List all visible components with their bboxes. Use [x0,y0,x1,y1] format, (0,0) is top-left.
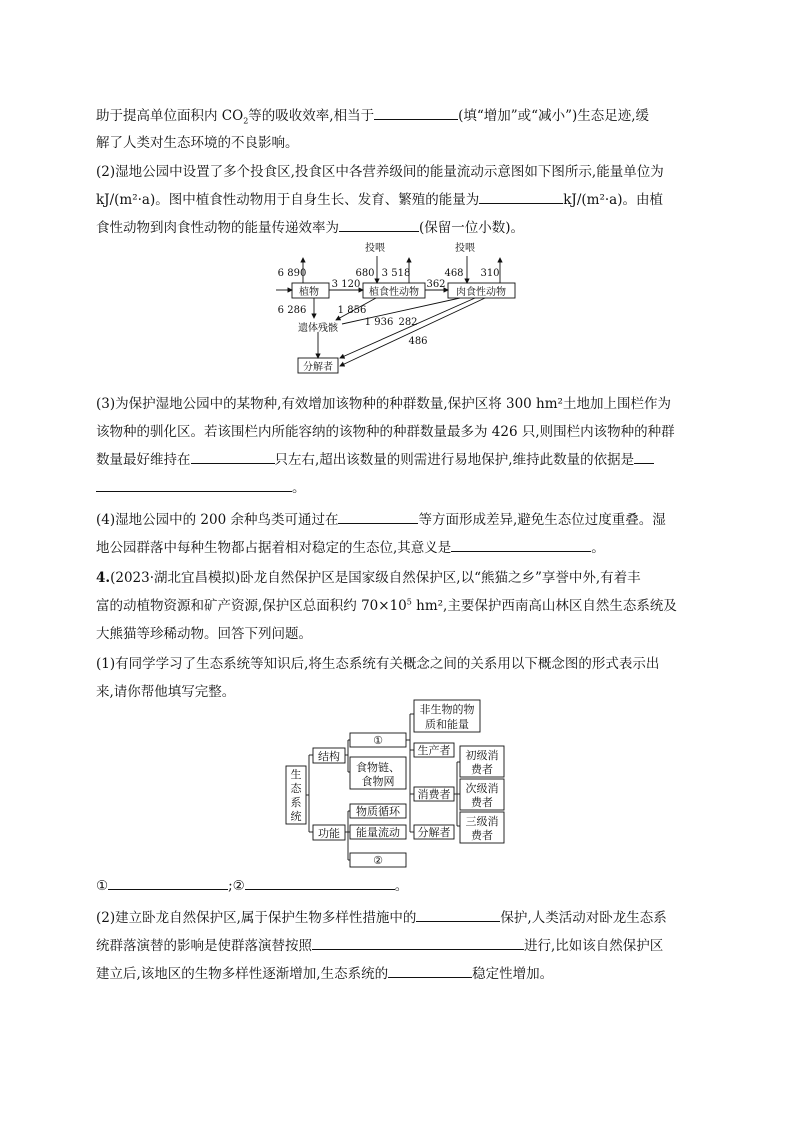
question-2-line: (2)湿地公园中设置了多个投食区,投食区中各营养级间的能量流动示意图如下图所示,能量单位为 [96,164,664,180]
answer-blank[interactable] [338,509,418,524]
node-primary: 费者 [471,763,493,776]
text: 统群落演替的影响是使群落演替按照 [96,938,312,954]
node-structure: 结构 [318,750,340,763]
text: (填“增加”或“减小”)生态足迹,缓 [458,108,650,124]
question-3-line: 该物种的驯化区。若该围栏内所能容纳的该物种的种群数量最多为 426 只,则围栏内该物种的种群 [96,424,675,440]
root-char: 系 [290,796,302,809]
node-secondary: 费者 [471,796,493,809]
text-line: 解了人类对生态环境的不良影响。 [96,135,299,151]
subscript: 2 [243,116,249,126]
text: kJ/(m²·a)。由植 [563,192,663,208]
problem-4-line: 大熊猫等珍稀动物。回答下列问题。 [96,626,312,642]
value-label: 486 [408,336,428,347]
text: 。 [292,480,306,496]
text: 等的吸收效率,相当于 [248,108,375,124]
node-blank-1: ① [373,734,383,747]
text: 富的动植物资源和矿产资源,保护区总面积约 70×10 [96,598,407,614]
answer-blank[interactable] [479,189,563,204]
value-label: 6 286 [277,305,307,316]
node-abiotic: 非生物的物 [419,703,475,716]
value-label: 282 [398,317,418,328]
problem-number: 4. [96,570,111,586]
problem-4-q1-line: (1)有同学学习了生态系统等知识后,将生态系统有关概念之间的关系用以下概念图的形式表示出 [96,656,660,672]
question-4-line [96,536,605,556]
node-producer: 生产者 [417,744,451,757]
root-char: 态 [290,782,302,795]
box-carnivore: 肉食性动物 [456,287,506,298]
answer-blank[interactable] [339,217,419,232]
text: (2023·湖北宜昌模拟)卧龙自然保护区是国家级自然保护区,以“熊猫之乡”享誉中外,有着丰 [110,570,641,586]
node-cycle: 物质循环 [356,805,400,818]
problem-4-q2-line [96,906,667,926]
problem-4-q1-line: 来,请你帮他填写完整。 [96,684,236,700]
energy-flow-diagram [270,240,540,380]
question-4-line [96,508,666,528]
answer-blank[interactable] [108,875,228,890]
box-herbivore: 植食性动物 [369,287,419,298]
node-consumer: 消费者 [417,788,451,801]
question-3-line [96,448,654,468]
text: (4)湿地公园中的 200 余种鸟类可通过在 [96,512,339,528]
question-3-line: (3)为保护湿地公园中的某物种,有效增加该物种的种群数量,保护区将 300 hm²土地加上围栏作为 [96,396,671,412]
value-label: 6 890 [277,268,307,279]
label-residue: 遗体残骸 [298,323,338,334]
problem-4-q2-line [96,962,553,982]
answer-blank[interactable] [312,935,524,950]
value-label: 680 [355,268,375,279]
superscript: 5 [406,597,412,607]
text: 食性动物到肉食性动物的能量传递效率为 [96,220,339,236]
text: 保护,人类活动对卧龙生态系 [500,910,667,926]
node-primary: 初级消 [465,749,499,762]
root-char: 生 [290,768,302,781]
text: 。 [591,540,605,556]
text: 稳定性增加。 [472,966,554,982]
text: ① [96,878,109,894]
node-tertiary: 三级消 [465,815,499,828]
node-foodchain: 食物链、 [356,761,400,774]
answer-blank[interactable] [245,875,395,890]
text: 只左右,超出该数量的则需进行易地保护,维持此数量的依据是 [274,452,635,468]
node-blank-2: ② [373,854,383,867]
box-decomposer: 分解者 [303,362,333,373]
question-2-line [96,188,663,208]
answer-blank[interactable] [374,105,458,120]
text: 等方面形成差异,避免生态位过度重叠。湿 [418,512,666,528]
value-label: 362 [426,279,446,290]
box-plant: 植物 [299,287,319,298]
node-abiotic: 质和能量 [425,718,469,731]
label-feed: 投喂 [455,243,475,254]
text: (保留一位小数)。 [419,220,525,236]
node-secondary: 次级消 [465,782,499,795]
problem-4-line [96,566,641,586]
text: 。 [394,878,409,894]
problem-4-line [96,594,677,614]
text-line [96,104,649,124]
value-label: 468 [444,268,464,279]
answer-blank[interactable] [634,449,654,464]
root-char: 统 [290,810,302,823]
node-decomposer: 分解者 [417,826,451,839]
node-foodchain: 食物网 [361,775,395,788]
answer-blank[interactable] [451,537,591,552]
value-label: 1 856 [337,305,367,316]
answer-line [96,874,408,894]
answer-blank[interactable] [388,963,472,978]
value-label: 1 936 [364,317,394,328]
text: ;② [228,878,245,894]
text: 地公园群落中每种生物都占据着相对稳定的生态位,其意义是 [96,540,452,556]
node-flow: 能量流动 [356,826,400,839]
label-feed: 投喂 [365,243,385,254]
text: 建立后,该地区的生物多样性逐渐增加,生态系统的 [96,966,389,982]
value-label: 310 [480,268,500,279]
answer-blank[interactable] [416,907,500,922]
node-function: 功能 [318,827,340,840]
question-3-line [96,476,306,496]
text: kJ/(m²·a)。图中植食性动物用于自身生长、发育、繁殖的能量为 [96,192,480,208]
text: 助于提高单位面积内 CO [96,108,244,124]
answer-blank[interactable] [191,449,275,464]
node-tertiary: 费者 [471,829,493,842]
value-label: 3 120 [331,279,361,290]
value-label: 3 518 [381,268,411,279]
text: hm²,主要保护西南高山林区自然生态系统及 [411,598,677,614]
question-2-line [96,216,524,236]
text: 数量最好维持在 [96,452,191,468]
text: (2)建立卧龙自然保护区,属于保护生物多样性措施中的 [96,910,417,926]
answer-blank[interactable] [96,477,292,492]
problem-4-q2-line [96,934,663,954]
concept-map-diagram [284,698,514,870]
text: 进行,比如该自然保护区 [524,938,664,954]
